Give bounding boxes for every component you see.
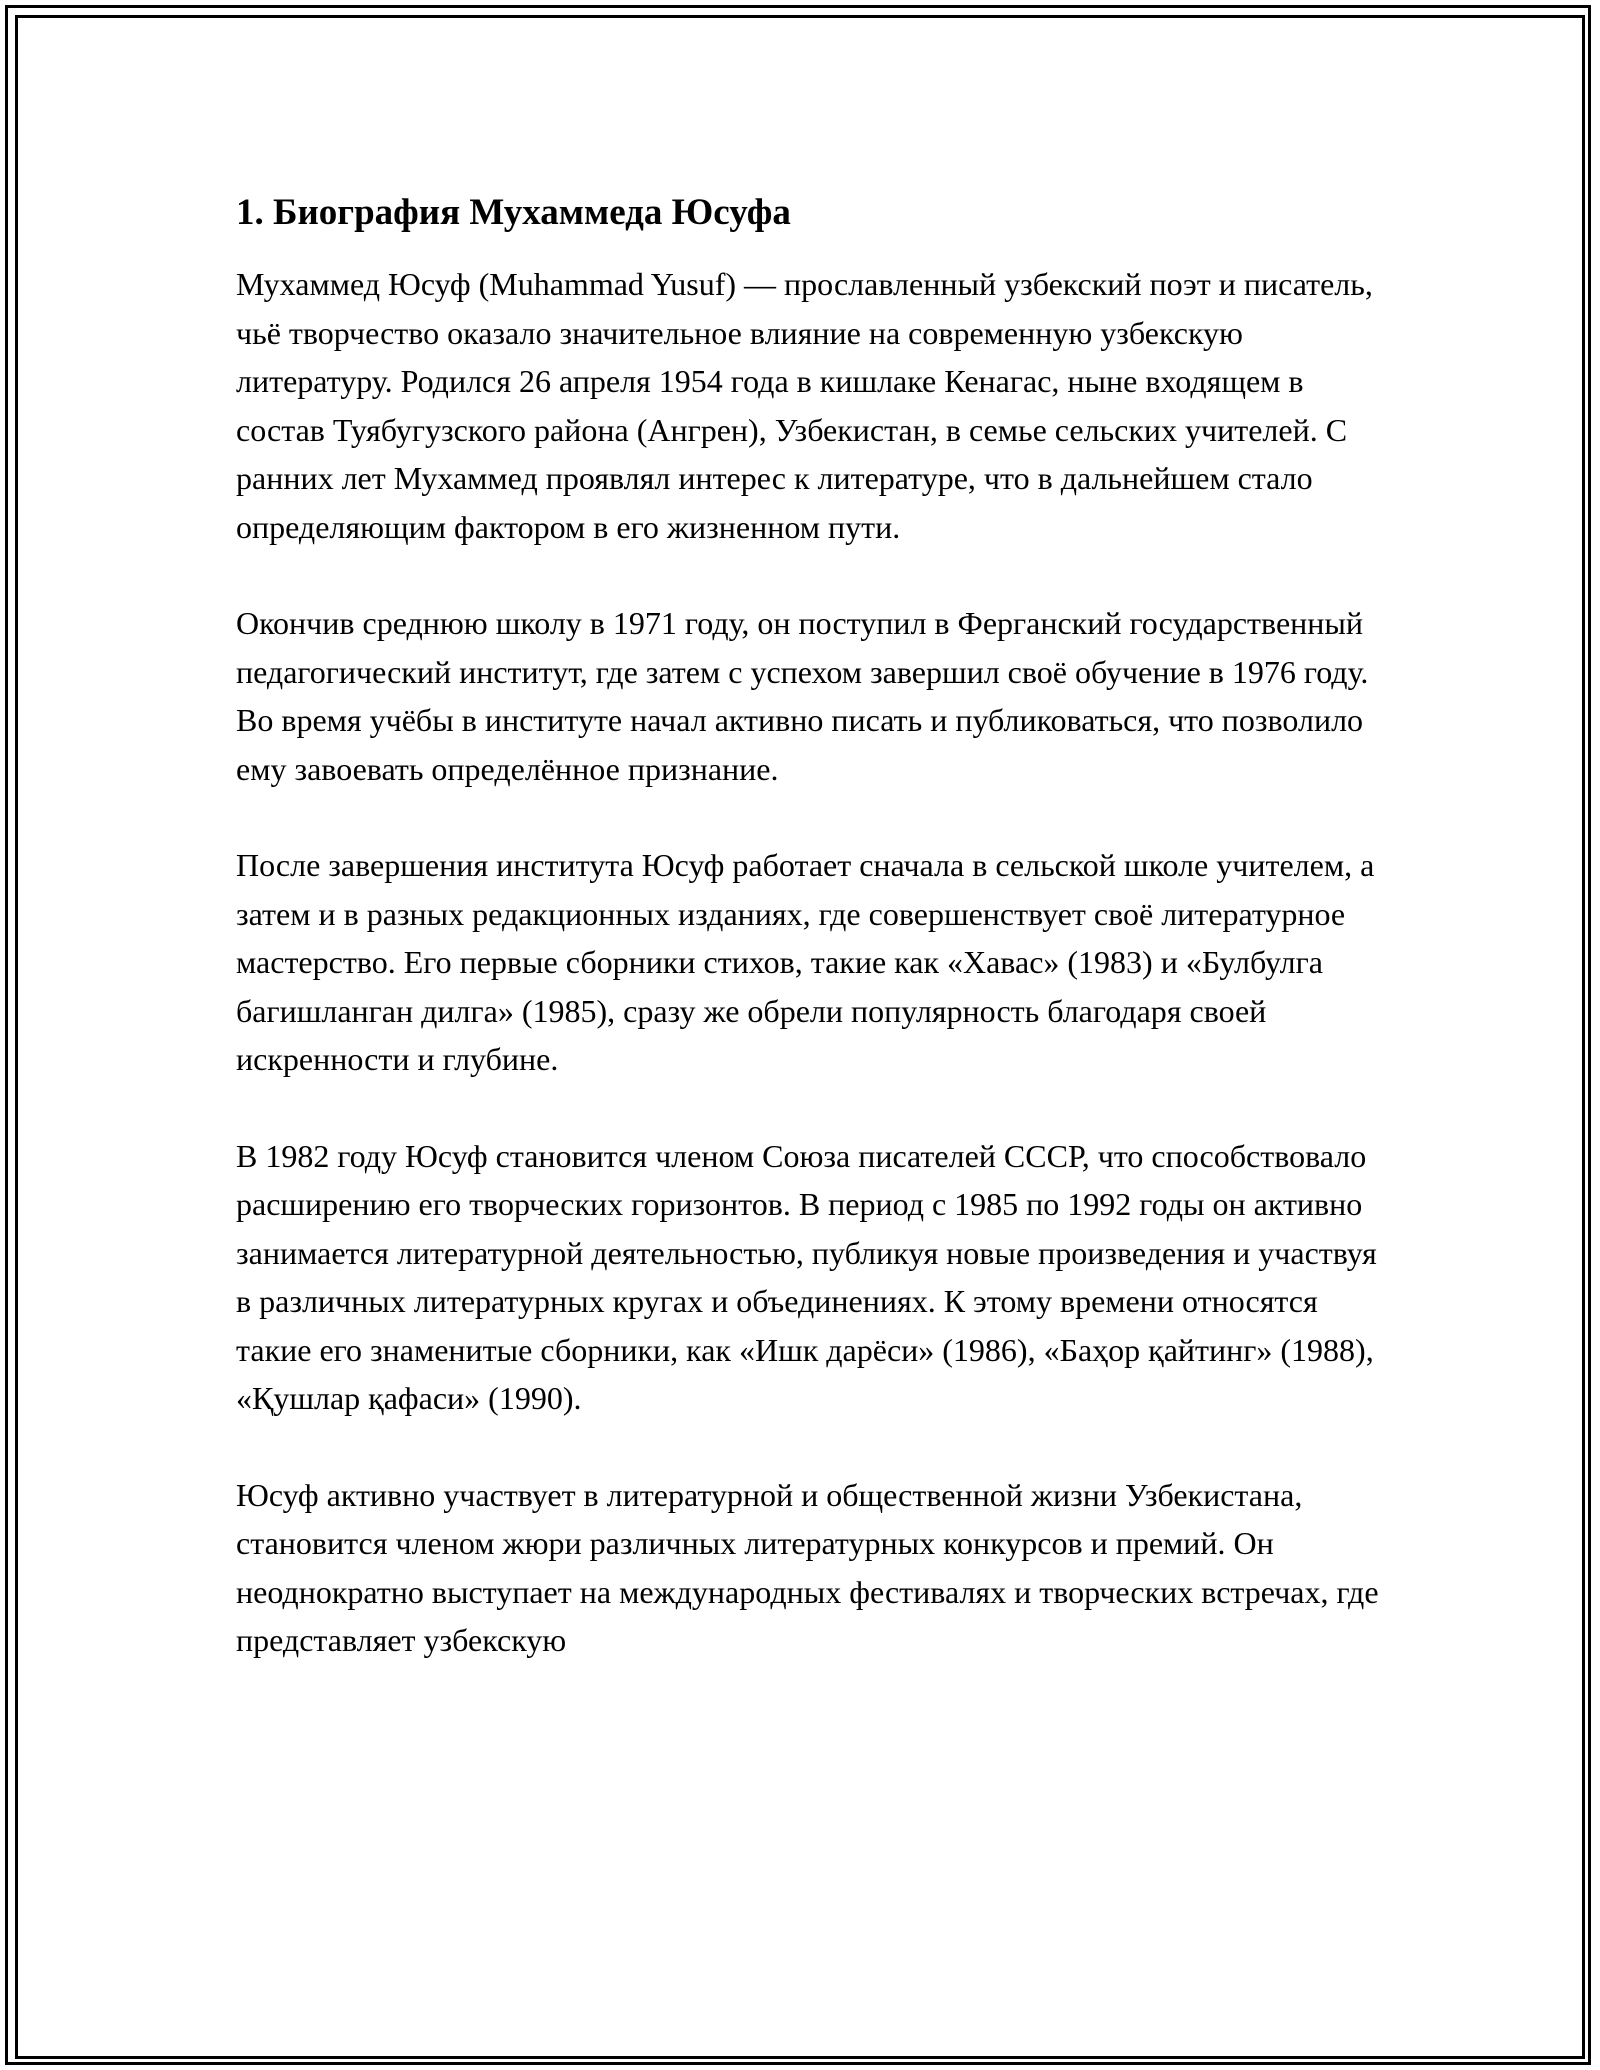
section-heading: 1. Биография Мухаммеда Юсуфа xyxy=(236,192,791,233)
document-body xyxy=(236,188,1386,1713)
paragraph-career-start: После завершения института Юсуф работает сначала в сельской школе учителем, а затем и в разных редакционных изданиях, где совершенствует своё литературное мастерство. Его первые сборники стихов, такие как «Хавас» (1983) и «Булбулга багишланган дилга» (1985), сразу же обрели популярность благодаря своей искренности и глубине. xyxy=(236,847,1375,1077)
paragraph-public-life: Юсуф активно участвует в литературной и общественной жизни Узбекистана, становится членом жюри различных литературных конкурсов и премий. Он неоднократно выступает на международных фестивалях и творческих встречах, где представляет узбекскую xyxy=(236,1476,1379,1658)
paragraph-early-life: Мухаммед Юсуф (Muhammad Yusuf) — прославленный узбекский поэт и писатель, чьё творчество оказало значительное влияние на современную узбекскую литературу. Родился 26 апреля 1954 года в кишлаке Кенагас, ныне входящем в состав Туябугузского района (Ангрен), Узбекистан, в семье сельских учителей. С ранних лет Мухаммед проявлял интерес к литературе, что в дальнейшем стало определяющим фактором в его жизненном пути. xyxy=(236,266,1373,545)
paragraph-education: Окончив среднюю школу в 1971 году, он поступил в Ферганский государственный педагогический институт, где затем с успехом завершил своё обучение в 1976 году. Во время учёбы в институте начал активно писать и публиковаться, что позволило ему завоевать определённое признание. xyxy=(236,605,1369,787)
paragraph-writers-union: В 1982 году Юсуф становится членом Союза писателей СССР, что способствовало расширению его творческих горизонтов. В период с 1985 по 1992 годы он активно занимается литературной деятельностью, публикуя новые произведения и участвуя в различных литературных кругах и объединениях. К этому времени относятся такие его знаменитые сборники, как «Ишк дарёси» (1986), «Баҳор қайтинг» (1988), «Қушлар қафаси» (1990). xyxy=(236,1137,1377,1416)
